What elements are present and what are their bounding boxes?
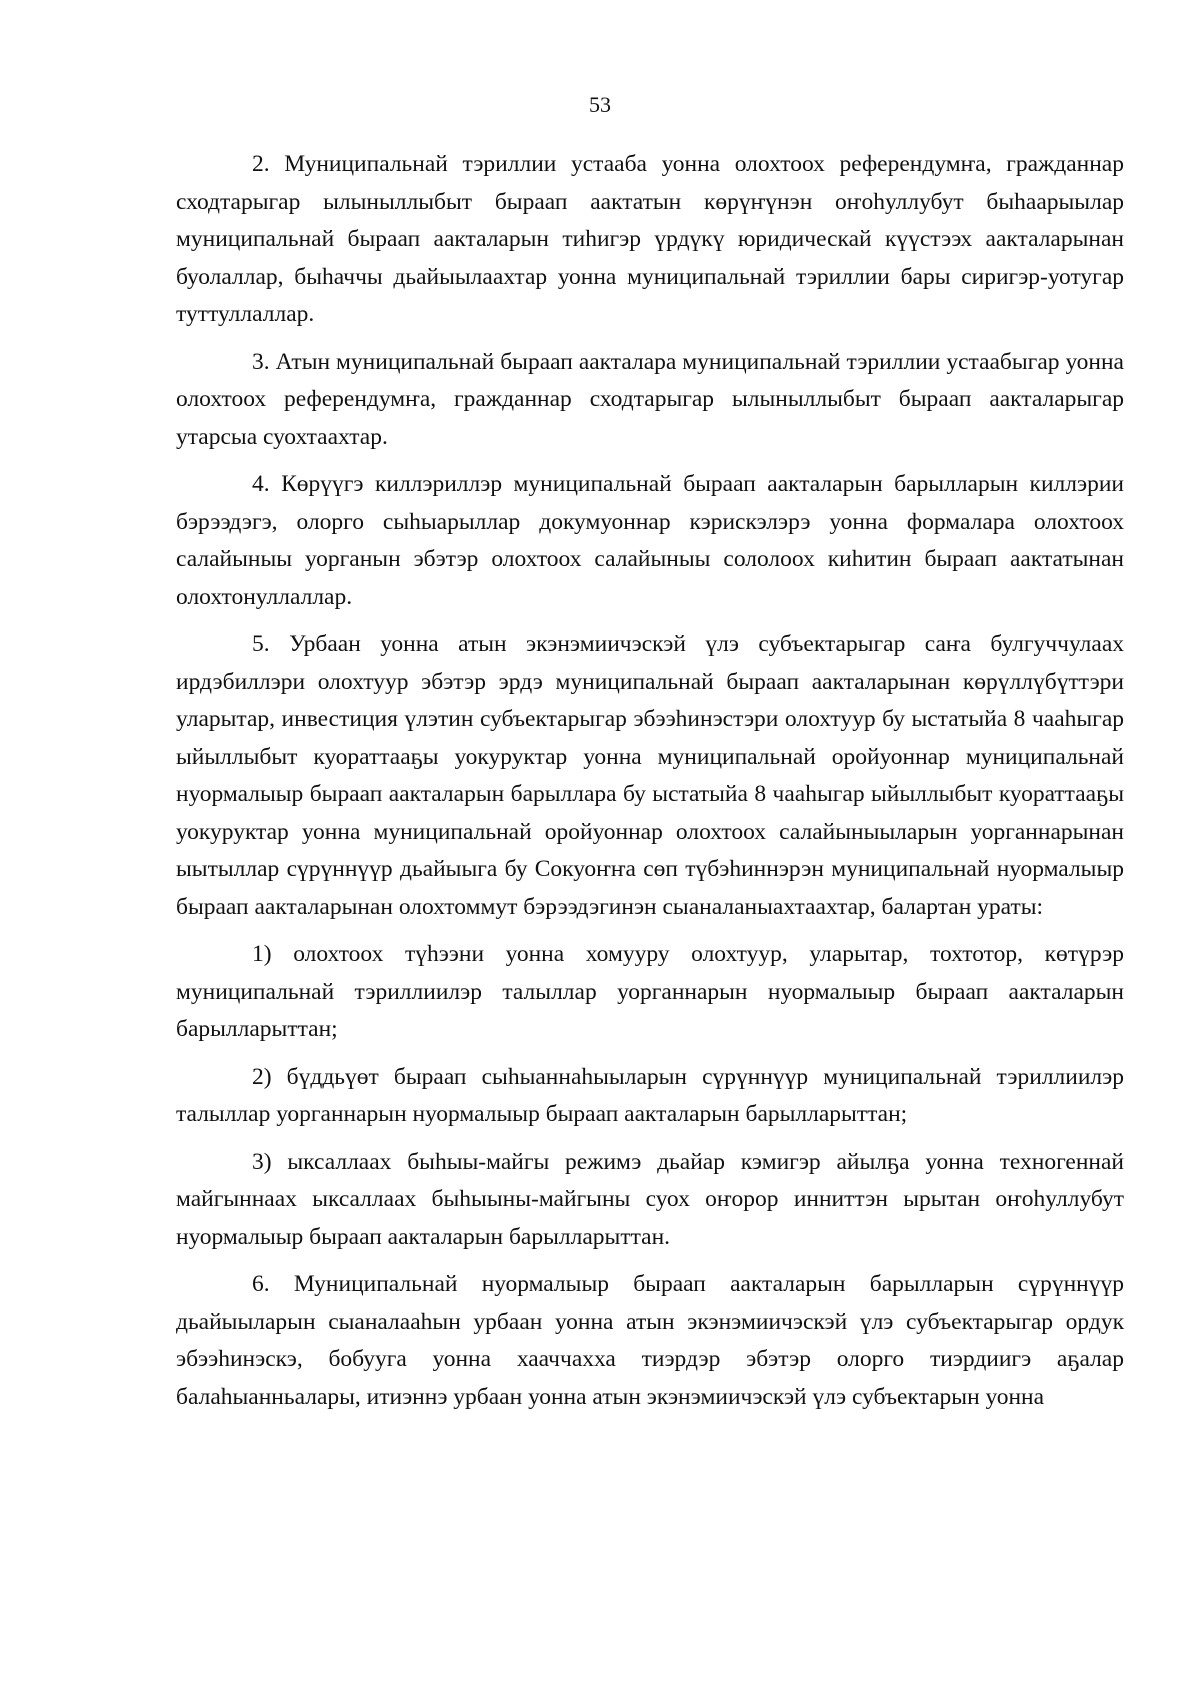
paragraph-item-6: 6. Муниципальнай нуормалыыр быраап аакталарын барылларын сүрүннүүр дьайыыларын сыаналааһын урбаан уонна атын экэнэмиичэскэй үлэ субъектарыгар ордук эбээһинэскэ, бобууга уонна хааччахха тиэрдэр эбэтэр олорго тиэрдиигэ аҕалар балаһыанньалары, итиэннэ урбаан уонна атын экэнэмиичэскэй үлэ субъектарын уонна [176, 1271, 1124, 1410]
subitem-1: 1) олохтоох түһээни уонна хомууру олохтуур, уларытар, тохтотор, көтүрэр муниципальнай тэриллиилэр талыллар уорганнарын нуормалыыр быраап аакталарын барылларыттан; [176, 941, 1124, 1042]
paragraph-item-2: 2. Муниципальнай тэриллии устааба уонна олохтоох референдумҥа, гражданнар сходтарыгар ылыныллыбыт быраап аактатын көрүҥүнэн оҥоһуллубут быһаарыылар муниципальнай быраап аакталарын тиһигэр үрдүкү юридическай күүстээх аакталарынан буолаллар, быһаччы дьайыылаахтар уонна муниципальнай тэриллии бары сиригэр-уотугар туттуллаллар. [176, 151, 1124, 327]
body-text [176, 146, 1124, 1426]
subitem-2: 2) бүддьүөт быраап сыһыаннаһыыларын сүрүннүүр муниципальнай тэриллиилэр талыллар уорганнарын нуормалыыр быраап аакталарын барылларыттан; [176, 1063, 1124, 1127]
paragraph-item-5: 5. Урбаан уонна атын экэнэмиичэскэй үлэ субъектарыгар саҥа булгуччулаах ирдэбиллэри олохтуур эбэтэр эрдэ муниципальнай быраап аакталарынан көрүллүбүттэри уларытар, инвестиция үлэтин субъектарыгар эбээһинэстэри олохтуур бу ыстатыйа 8 чааһыгар ыйыллыбыт куораттааҕы уокуруктар уонна муниципальнай оройуоннар муниципальнай нуормалыыр быраап аакталарын барыллара бу ыстатыйа 8 чааһыгар ыйыллыбыт куораттааҕы уокуруктар уонна муниципальнай оройуоннар олохтоох салайыныыларын уорганнарынан ыытыллар сүрүннүүр дьайыыга бу Сокуоҥҥа сөп түбэһиннэрэн муниципальнай нуормалыыр быраап аакталарынан олохтоммут бэрээдэгинэн сыаналаныахтаахтар, балартан ураты: [176, 631, 1124, 920]
paragraph-item-4: 4. Көрүүгэ киллэриллэр муниципальнай быраап аакталарын барылларын киллэрии бэрээдэгэ, олорго сыһыарыллар докумуоннар кэрискэлэрэ уонна формалара олохтоох салайыныы уорганын эбэтэр олохтоох салайыныы сололоох киһитин быраап аактатынан олохтонуллаллар. [176, 471, 1124, 610]
subitem-3: 3) ыксаллаах быһыы-майгы режимэ дьайар кэмигэр айылҕа уонна техногеннай майгыннаах ыксаллаах быһыыны-майгыны суох оҥорор инниттэн ырытан оҥоһуллубут нуормалыыр быраап аакталарын барылларыттан. [176, 1148, 1124, 1250]
paragraph-item-3: 3. Атын муниципальнай быраап аакталара муниципальнай тэриллии устаабыгар уонна олохтоох референдумҥа, гражданнар сходтарыгар ылыныллыбыт быраап аакталарыгар утарсыа суохтаахтар. [176, 348, 1124, 450]
page-number: 53 [589, 92, 611, 117]
